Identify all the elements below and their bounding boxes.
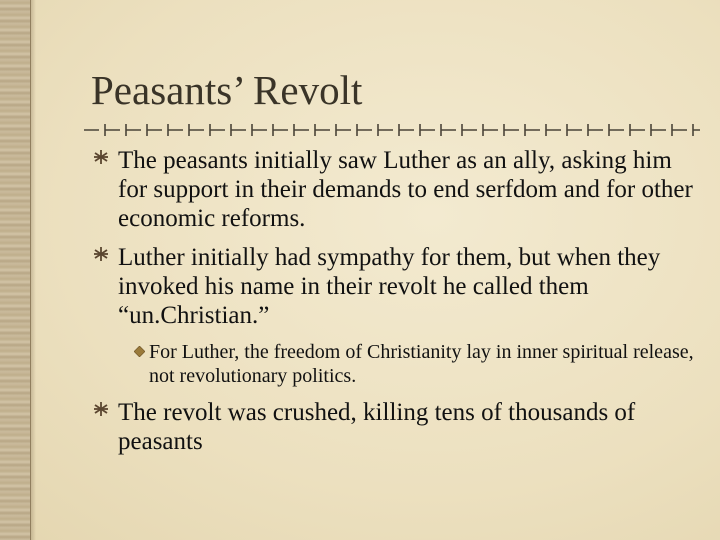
asterisk-bullet-icon <box>94 150 108 164</box>
bullet-item-3 <box>118 398 698 456</box>
title-divider <box>84 123 700 137</box>
sub-bullet-item-1 <box>149 340 704 388</box>
slide-title: Peasants’ Revolt <box>91 67 363 113</box>
bullet-text: The revolt was crushed, killing tens of thousands of peasants <box>118 399 636 455</box>
diamond-bullet-icon <box>134 346 145 357</box>
bullet-text: Luther initially had sympathy for them, but when they invoked his name in their revolt he called them “un.Christian.” <box>118 244 661 329</box>
decorative-left-strip <box>0 0 31 540</box>
bullet-item-2 <box>118 243 698 330</box>
sub-bullet-text: For Luther, the freedom of Christianity lay in inner spiritual release, not revolutionary politics. <box>149 341 694 387</box>
bullet-text: The peasants initially saw Luther as an ally, asking him for support in their demands to end serfdom and for other economic reforms. <box>118 147 693 232</box>
bullet-item-1 <box>118 146 698 233</box>
asterisk-bullet-icon <box>94 402 108 416</box>
asterisk-bullet-icon <box>94 247 108 261</box>
